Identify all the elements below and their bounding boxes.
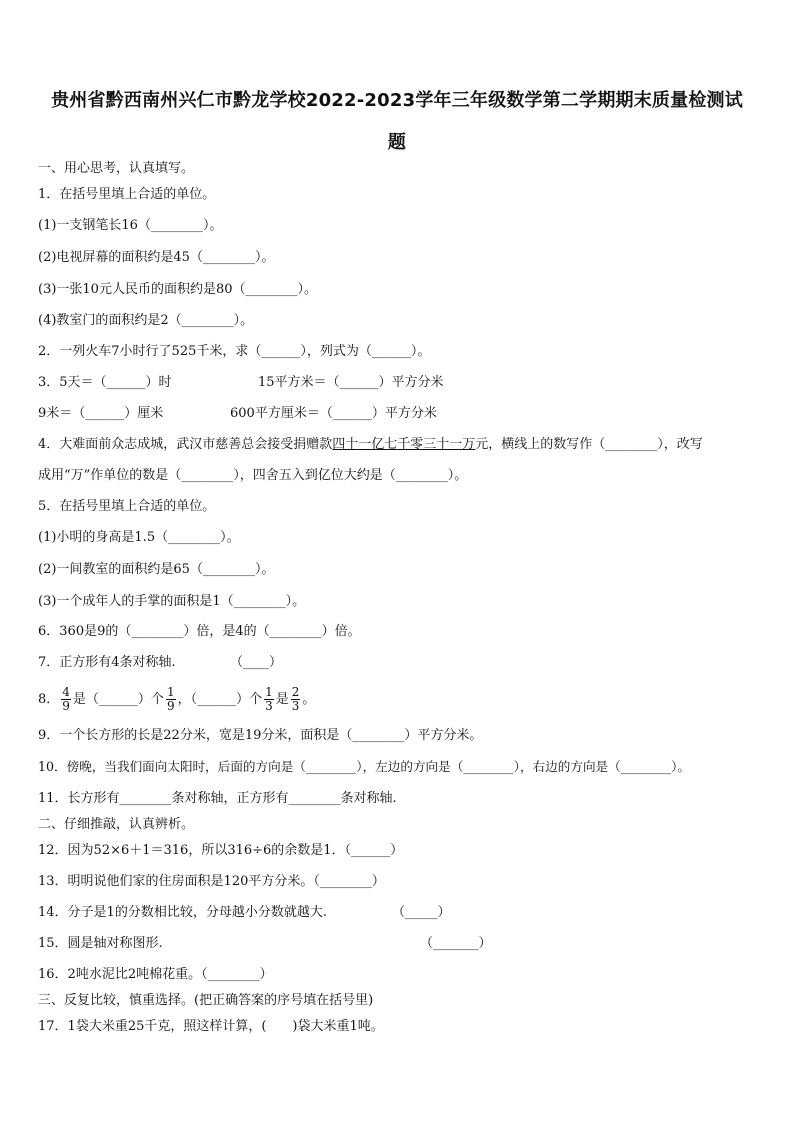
question-4-line-2: 成用“万”作单位的数是（________），四舍五入到亿位大约是（________）。 <box>38 468 468 483</box>
fraction-denominator: 9 <box>62 699 70 713</box>
fraction-denominator: 9 <box>166 699 175 713</box>
question-10: 10．傍晚，当我们面向太阳时，后面的方向是（________），左边的方向是（________），右边的方向是（________）。 <box>38 759 691 774</box>
question-15-text: 15．圆是轴对称图形. <box>38 936 163 951</box>
question-9: 9．一个长方形的长是22分米，宽是19分米，面积是（________）平方分米。 <box>38 728 483 743</box>
question-7 <box>38 654 760 672</box>
question-15-blank: （_______） <box>420 936 492 951</box>
question-6: 6．360是9的（________）倍，是4的（________）倍。 <box>38 624 361 639</box>
question-3-item-d: 600平方厘米＝（______）平方分米 <box>230 406 437 421</box>
question-5-part-1: (1)小明的身高是1.5（________）。 <box>38 530 240 545</box>
question-1-part-1: (1)一支钢笔长16（________）。 <box>38 218 223 233</box>
question-14-blank: （_____） <box>392 905 451 920</box>
question-7-blank: （____） <box>230 655 283 670</box>
question-12: 12．因为52×6＋1＝316，所以316÷6的余数是1．（______） <box>38 843 404 858</box>
question-8-text-4: 。 <box>302 692 316 707</box>
question-4-line-1 <box>38 436 760 454</box>
question-14-text: 14．分子是1的分数相比较，分母越小分数就越大. <box>38 905 327 920</box>
page-title-line2: 题 <box>387 132 407 153</box>
fraction-1-9 <box>166 686 176 713</box>
fraction-numerator: 4 <box>62 685 70 699</box>
fraction-2-3 <box>291 686 301 713</box>
question-3-item-b: 15平方米＝（______）平方分米 <box>258 375 444 390</box>
section-1-heading: 一、用心思考，认真填写。 <box>38 161 195 176</box>
fraction-4-9 <box>61 686 71 713</box>
question-3-row-1 <box>38 374 760 392</box>
question-3-item-c: 9米＝（______）厘米 <box>38 406 164 421</box>
question-16: 16．2吨水泥比2吨棉花重。（________） <box>38 967 273 982</box>
question-4-post: 元，横线上的数写作（________），改写 <box>475 437 703 452</box>
question-17: 17．1袋大米重25千克，照这样计算，( )袋大米重1吨。 <box>38 1019 384 1034</box>
question-8-text-2: ，（______）个 <box>177 692 263 707</box>
question-7-text: 7．正方形有4条对称轴. <box>38 655 176 670</box>
question-2: 2．一列火车7小时行了525千米，求（______），列式为（______）。 <box>38 344 431 359</box>
question-8-text-3: 是 <box>275 692 289 707</box>
fraction-denominator: 3 <box>291 699 300 713</box>
question-3-row-2 <box>38 405 760 423</box>
fraction-numerator: 1 <box>166 685 175 699</box>
question-11: 11．长方形有________条对称轴，正方形有________条对称轴. <box>38 791 397 806</box>
question-3-item-a: 3．5天＝（______）时 <box>38 375 172 390</box>
question-1-part-2: (2)电视屏幕的面积约是45（________）。 <box>38 250 275 265</box>
question-8 <box>38 680 760 720</box>
question-15 <box>38 935 760 953</box>
fraction-numerator: 2 <box>291 685 300 699</box>
question-4-pre: 4．大难面前众志成城，武汉市慈善总会接受捐赠款 <box>38 437 333 452</box>
question-5-part-3: (3)一个成年人的手掌的面积是1（________）。 <box>38 594 306 609</box>
question-1-part-3: (3)一张10元人民币的面积约是80（________）。 <box>38 282 317 297</box>
question-14 <box>38 904 760 922</box>
question-1-stem: 1．在括号里填上合适的单位。 <box>38 187 216 202</box>
question-1-part-4: (4)教室门的面积约是2（________）。 <box>38 313 254 328</box>
fraction-1-3 <box>264 686 274 713</box>
fraction-numerator: 1 <box>265 685 273 699</box>
section-3-heading: 三、反复比较，慎重选择。(把正确答案的序号填在括号里) <box>38 993 374 1008</box>
page-title-line1: 贵州省黔西南州兴仁市黔龙学校2022-2023学年三年级数学第二学期期末质量检测试 <box>51 90 743 111</box>
question-8-text-1: 是（______）个 <box>72 692 164 707</box>
question-8-label: 8． <box>38 692 60 707</box>
question-13: 13．明明说他们家的住房面积是120平方分米。（________） <box>38 874 385 889</box>
question-4-underlined-number: 四十一亿七千零三十一万 <box>332 437 476 452</box>
fraction-denominator: 3 <box>265 699 273 713</box>
question-5-part-2: (2)一间教室的面积约是65（________）。 <box>38 562 275 577</box>
question-5-stem: 5．在括号里填上合适的单位。 <box>38 499 216 514</box>
section-2-heading: 二、仔细推敲，认真辨析。 <box>38 817 195 832</box>
